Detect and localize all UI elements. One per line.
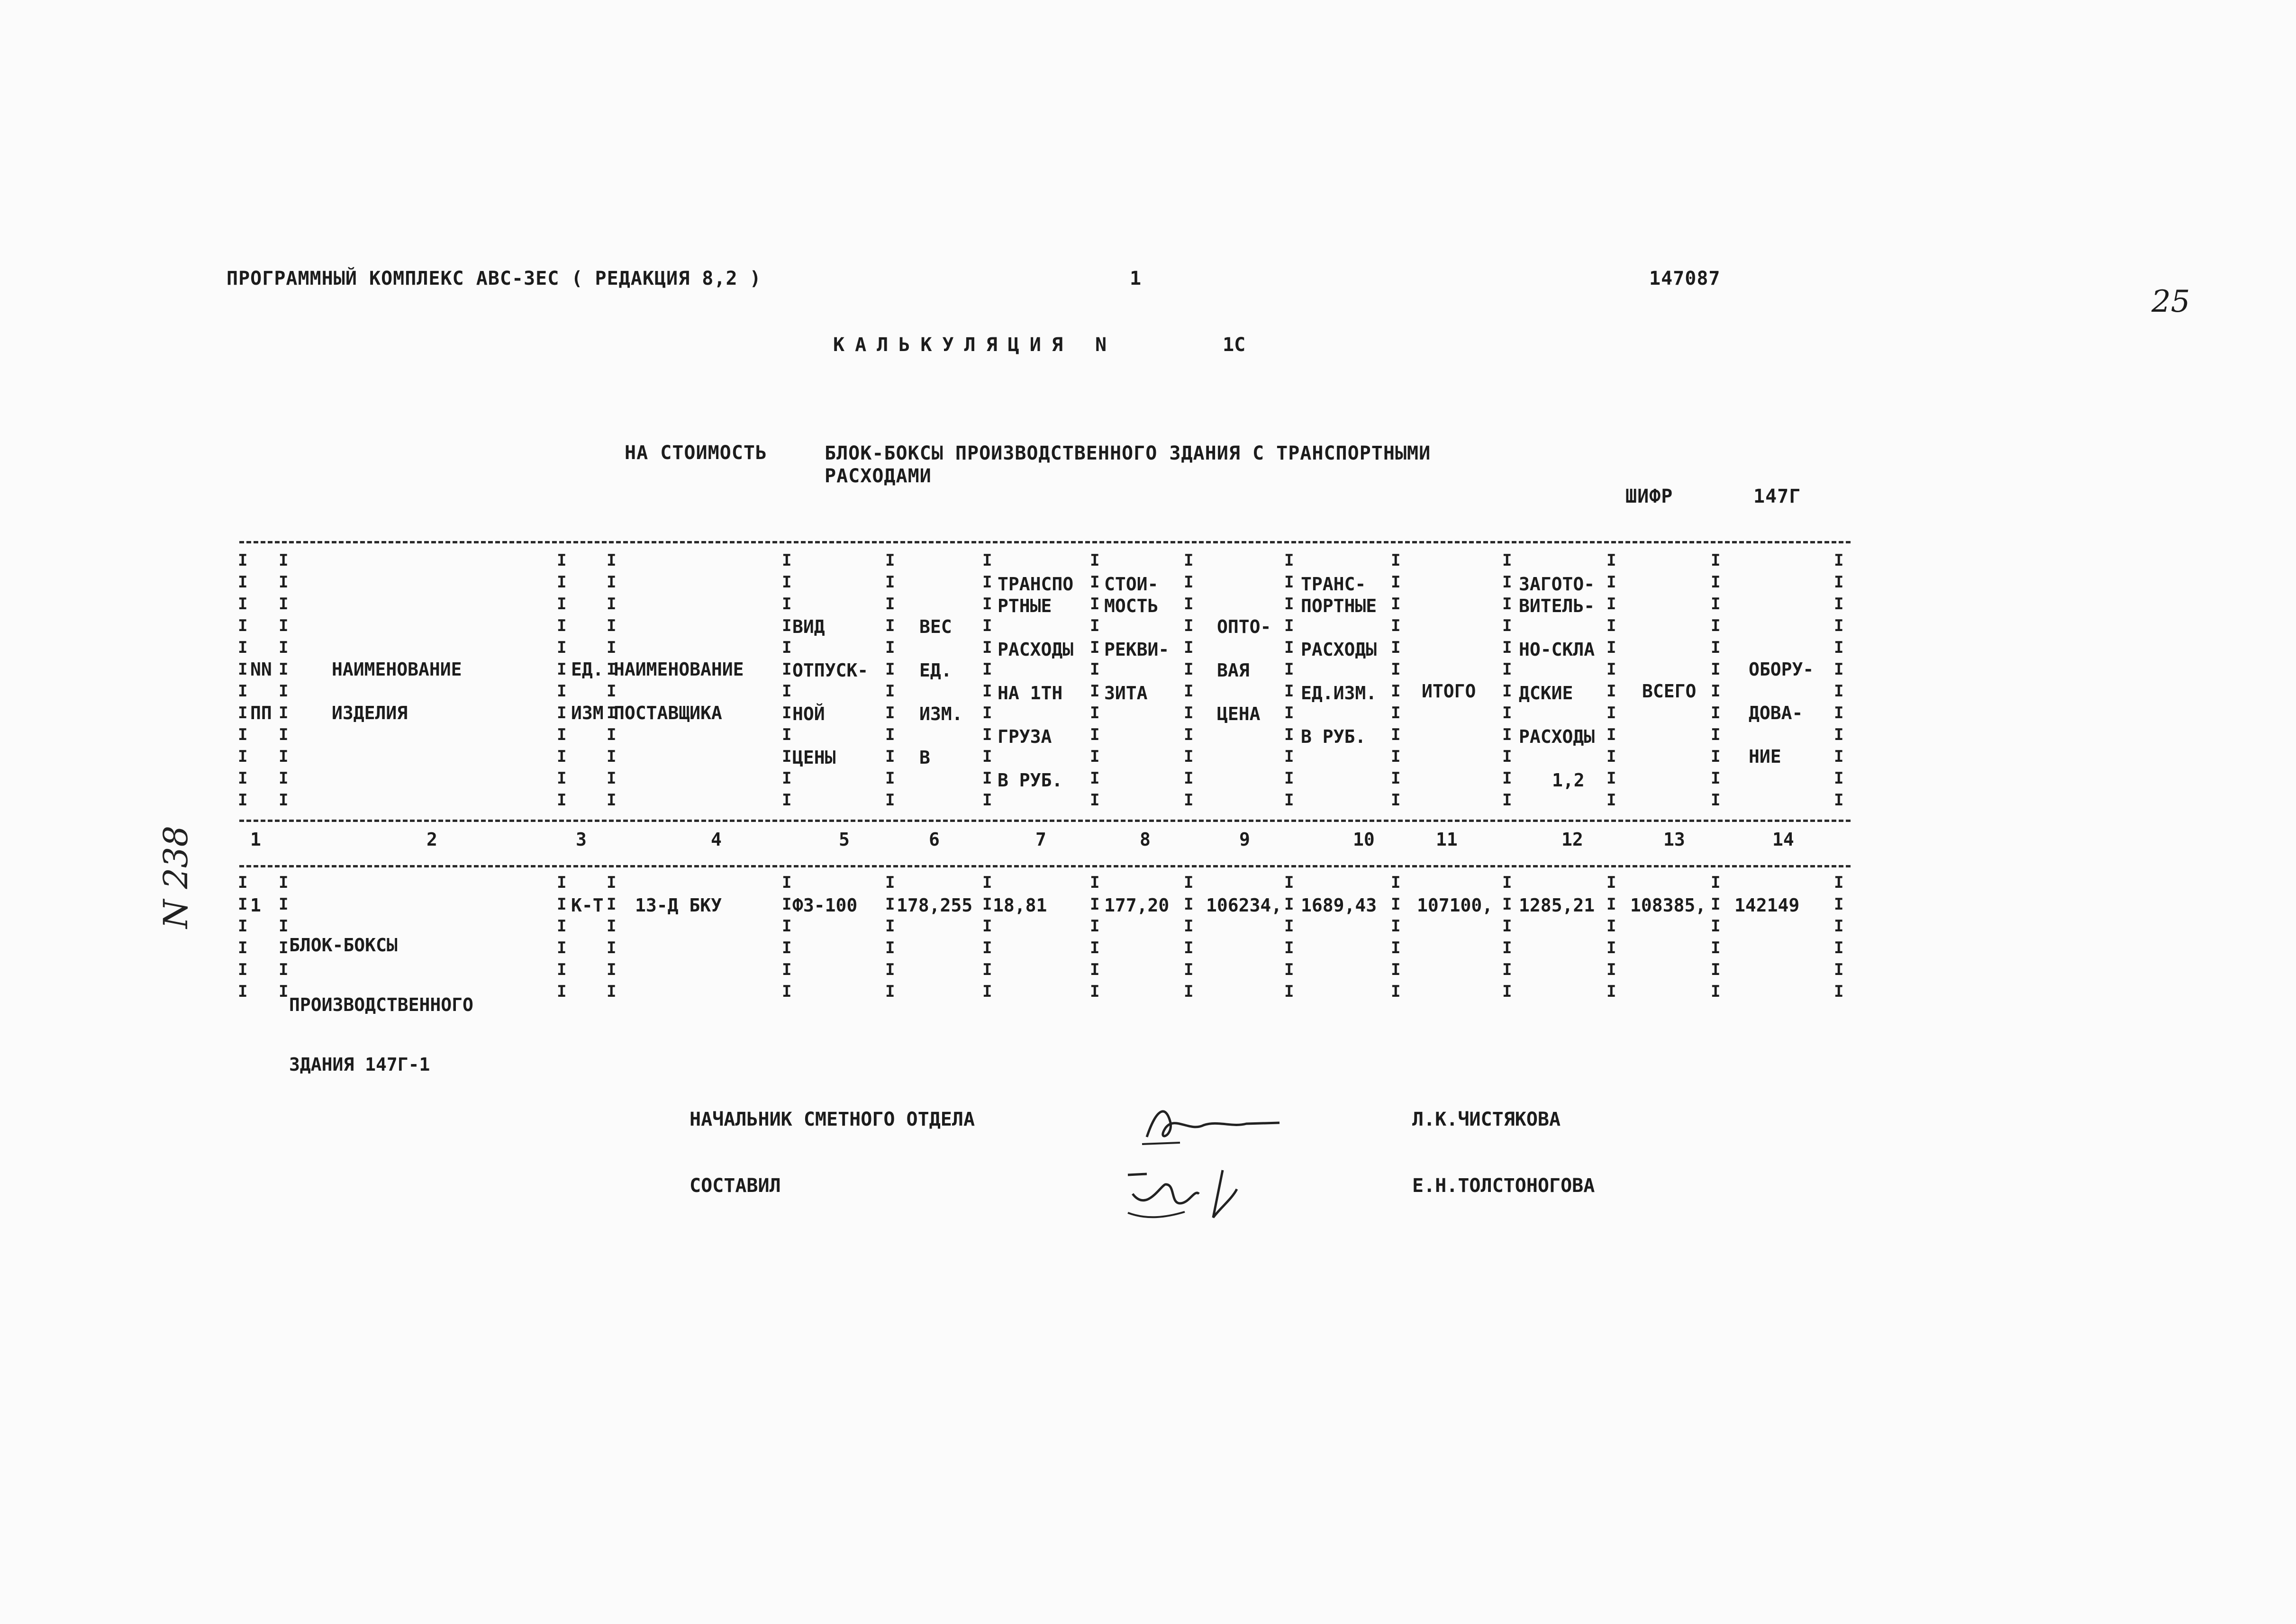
column-separator: I I I I I I [557, 873, 566, 1001]
author-signature-icon [1118, 1156, 1270, 1227]
column-separator: I I I I I I [1711, 873, 1720, 1001]
program-header: ПРОГРАММНЫЙ КОМПЛЕКС АВС-ЗЕС ( РЕДАКЦИЯ 8,2 ) [227, 268, 762, 289]
cell-weight: 178,255 [897, 895, 973, 916]
header-supplier: НАИМЕНОВАНИЕ ПОСТАВЩИКА [614, 659, 744, 723]
header-equipment: ОБОРУ- ДОВА- НИЕ [1749, 659, 1814, 767]
page-indicator: 1 [1130, 268, 1142, 289]
column-separator: I I I I I I I I I I I I [1090, 551, 1099, 810]
cell-wholesale-price: 106234, [1206, 895, 1282, 916]
column-separator: I I I I I I I I I I I I [1606, 551, 1616, 810]
cost-line-1: БЛОК-БОКСЫ ПРОИЗВОДСТВЕННОГО ЗДАНИЯ С ТРАНСПОРТНЫМИ [825, 442, 1431, 464]
column-separator: I I I I I I I I I I I I [982, 551, 992, 810]
column-separator: I I I I I I I I I I I I [238, 551, 247, 810]
header-grand-total: ВСЕГО [1642, 681, 1697, 702]
column-separator: I I I I I I I I I I I I [1502, 551, 1512, 810]
cost-label: НА СТОИМОСТЬ [625, 442, 767, 464]
author-label: СОСТАВИЛ [690, 1175, 781, 1197]
column-number: 10 [1353, 829, 1375, 850]
cell-total: 107100, [1417, 895, 1493, 916]
column-separator: I I I I I I I I I I I I [1834, 551, 1843, 810]
table-numbers-rule [239, 865, 1851, 867]
column-separator: I I I I I I I I I I I I [1711, 551, 1720, 810]
column-separator: I I I I I I I I I I I I [1391, 551, 1400, 810]
column-number: 5 [839, 829, 850, 850]
chief-name: Л.К.ЧИСТЯКОВА [1412, 1109, 1561, 1130]
column-separator: I I I I I I I I I I I I [557, 551, 566, 810]
header-wholesale-price: ОПТО- ВАЯ ЦЕНА [1217, 616, 1271, 724]
column-number: 4 [711, 829, 722, 850]
sheet-mark: 25 [2151, 284, 2190, 319]
cell-requisite-cost: 177,20 [1104, 895, 1170, 916]
column-number: 11 [1436, 829, 1458, 850]
column-separator: I I I I I I [782, 873, 791, 1001]
column-number: 9 [1239, 829, 1250, 850]
header-item-name: НАИМЕНОВАНИЕ ИЗДЕЛИЯ [332, 659, 462, 723]
header-transport-cost: ТРАНС- ПОРТНЫЕ РАСХОДЫ ЕД.ИЗМ. В РУБ. [1301, 574, 1377, 747]
cell-item-name: БЛОК-БОКСЫ ПРОИЗВОДСТВЕННОГО ЗДАНИЯ 147Г-1 [289, 935, 473, 1075]
column-number: 8 [1140, 829, 1151, 850]
margin-handwritten-note: N 238 [156, 825, 195, 929]
cost-description [825, 442, 1431, 487]
cell-grand-total: 108385, [1630, 895, 1706, 916]
document-number: 147087 [1649, 268, 1721, 289]
column-separator: I I I I I I I I I I I I [1284, 551, 1294, 810]
column-number: 7 [1035, 829, 1046, 850]
column-number: 3 [576, 829, 587, 850]
cipher-value: 147Г [1753, 486, 1801, 507]
column-separator: I I I I I I [607, 873, 616, 1001]
column-separator: I I I I I I [1606, 873, 1616, 1001]
table-top-rule [239, 541, 1851, 543]
author-name: Е.Н.ТОЛСТОНОГОВА [1412, 1175, 1595, 1197]
column-separator: I I I I I I [1184, 873, 1193, 1001]
cell-transport-rate: 18,81 [993, 895, 1047, 916]
column-separator: I I I I I I [279, 873, 288, 1001]
column-separator: I I I I I I [1090, 873, 1099, 1001]
column-separator: I I I I I I [982, 873, 992, 1001]
column-separator: I I I I I I [885, 873, 895, 1001]
column-separator: I I I I I I I I I I I I [279, 551, 288, 810]
column-number: 6 [929, 829, 940, 850]
column-separator: I I I I I I [1284, 873, 1294, 1001]
cell-transport-cost: 1689,43 [1301, 895, 1377, 916]
cipher-label: ШИФР [1625, 486, 1673, 507]
chief-label: НАЧАЛЬНИК СМЕТНОГО ОТДЕЛА [690, 1109, 975, 1130]
cell-supplier: 13-Д БКУ [635, 895, 722, 916]
calculation-title: КАЛЬКУЛЯЦИЯ N [833, 334, 1117, 356]
header-storage-expenses: ЗАГОТО- ВИТЕЛЬ- НО-СКЛА ДСКИЕ РАСХОДЫ 1,2 [1519, 574, 1595, 791]
column-number: 14 [1772, 829, 1794, 850]
header-price-type: ВИД ОТПУСК- НОЙ ЦЕНЫ [792, 616, 869, 768]
column-separator: I I I I I I [1391, 873, 1400, 1001]
column-separator: I I I I I I [238, 873, 247, 1001]
column-number: 2 [427, 829, 437, 850]
column-number: 1 [250, 829, 261, 850]
header-unit: ЕД. ИЗМ [571, 659, 604, 723]
table-header-rule [239, 820, 1851, 822]
cell-equipment: 142149 [1734, 895, 1800, 916]
cell-nn: 1 [250, 895, 261, 916]
column-separator: I I I I I I [1834, 873, 1843, 1001]
column-separator: I I I I I I I I I I I I [607, 551, 616, 810]
column-separator: I I I I I I I I I I I I [782, 551, 791, 810]
column-separator: I I I I I I I I I I I I [885, 551, 895, 810]
column-number: 12 [1561, 829, 1583, 850]
cost-line-2: РАСХОДАМИ [825, 465, 932, 487]
calculation-number: 1С [1223, 334, 1246, 356]
cell-price-type: Ф3-100 [792, 895, 858, 916]
header-total: ИТОГО [1422, 681, 1476, 702]
header-weight: ВЕС ЕД. ИЗМ. В [919, 616, 963, 768]
column-number: 13 [1663, 829, 1685, 850]
cell-unit: К-Т [571, 895, 604, 916]
header-requisite-cost: СТОИ- МОСТЬ РЕКВИ- ЗИТА [1104, 574, 1170, 704]
header-transport-rate: ТРАНСПО РТНЫЕ РАСХОДЫ НА 1ТН ГРУЗА В РУБ. [998, 574, 1074, 791]
chief-signature-icon [1137, 1099, 1289, 1156]
cell-storage-expenses: 1285,21 [1519, 895, 1595, 916]
header-nn: NN ПП [250, 659, 272, 723]
column-separator: I I I I I I [1502, 873, 1512, 1001]
column-separator: I I I I I I I I I I I I [1184, 551, 1193, 810]
